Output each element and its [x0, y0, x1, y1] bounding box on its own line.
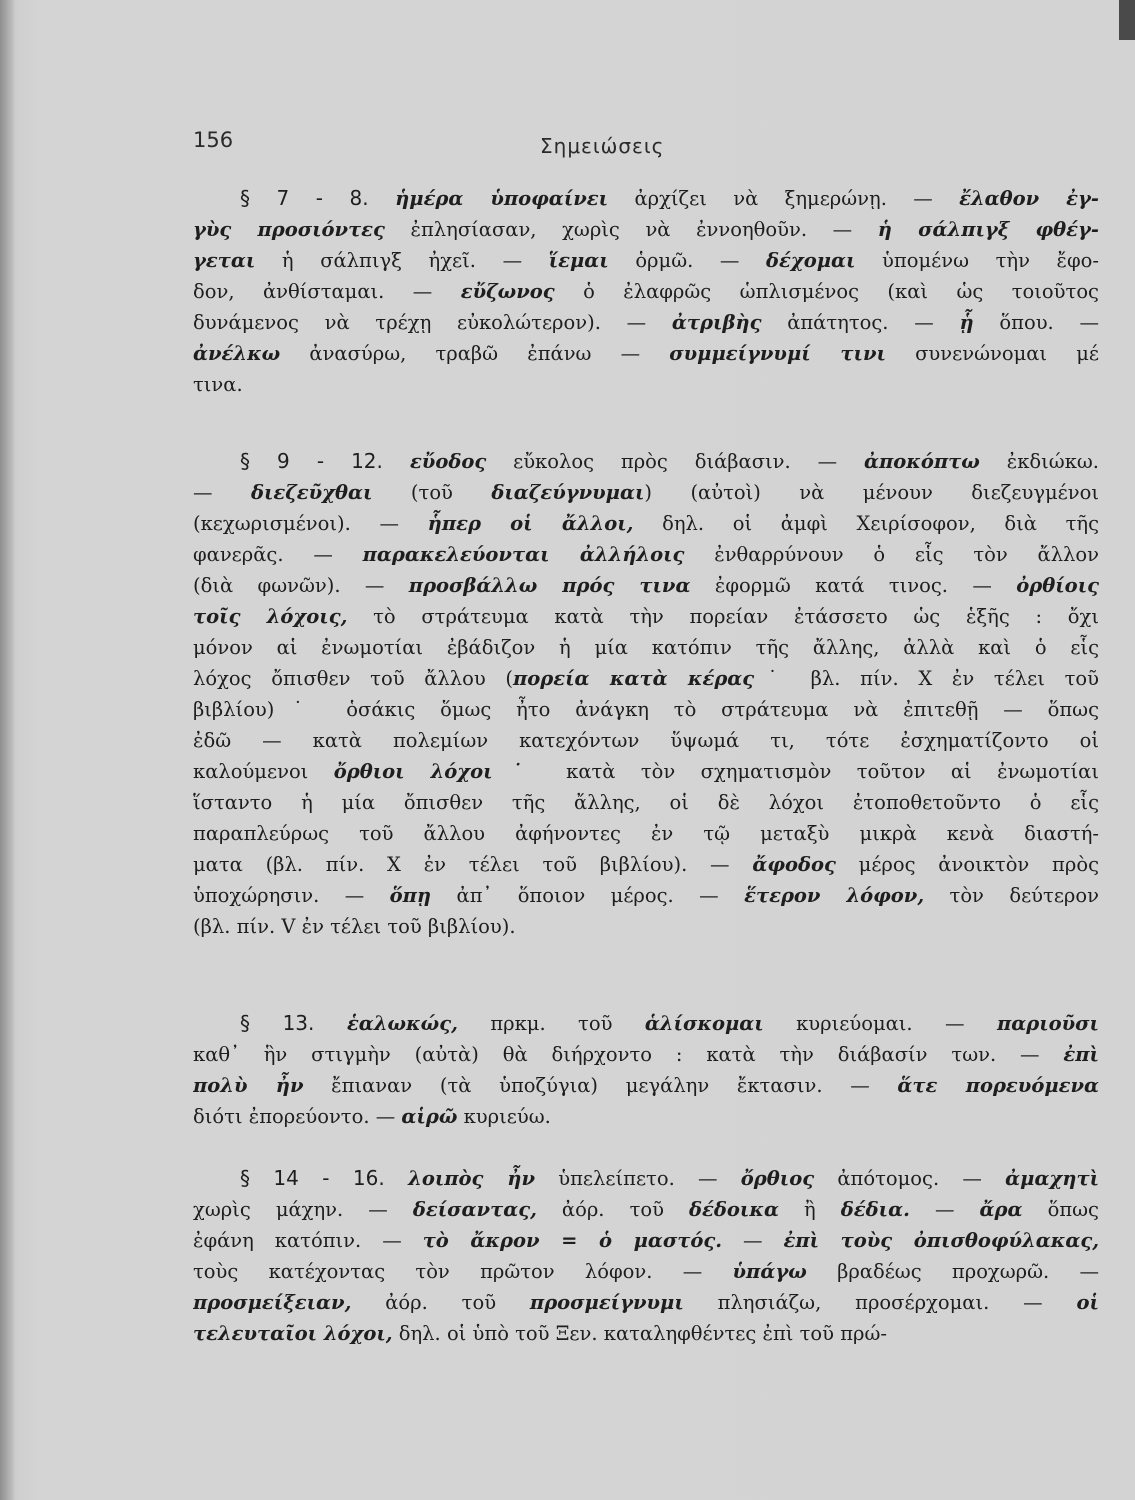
gloss-text: παραπλεύρως τοῦ ἄλλου ἀφήνοντες ἐν τῷ μεταξὺ μικρὰ κενὰ διαστή-: [193, 822, 1099, 845]
glossed-term: ἧπερ οἱ ἄλλοι,: [427, 512, 634, 535]
text-line: [193, 849, 1099, 880]
glossed-term: προσβάλλω πρός τινα: [408, 574, 691, 597]
gloss-text: καθ᾽ ἣν στιγμὴν (αὐτὰ) θὰ διήρχοντο : κατὰ τὴν διάβασίν των. —: [193, 1043, 1064, 1066]
gloss-text: ἢ: [778, 1198, 841, 1221]
gloss-text: δηλ. οἱ ἀμφὶ Χειρίσοφον, διὰ τῆς: [633, 512, 1099, 535]
gloss-text: ὅπως: [1022, 1198, 1099, 1221]
text-line: [193, 632, 1099, 663]
glossed-term: πολὺ ἦν: [193, 1074, 304, 1097]
glossed-term: προσμείξειαν,: [193, 1291, 352, 1314]
gloss-text: συνενώνομαι μέ: [885, 342, 1099, 365]
gloss-text: καλούμενοι: [193, 760, 334, 783]
text-line: [193, 1194, 1099, 1225]
page-number: 156: [193, 128, 234, 152]
text-line: [193, 601, 1099, 632]
text-line: [193, 1318, 1099, 1349]
gloss-text: ἐκδιώκω.: [979, 450, 1099, 473]
glossed-term: ἀμαχητὶ: [1005, 1167, 1099, 1190]
glossed-term: δείσαντας,: [412, 1198, 537, 1221]
text-line: [193, 276, 1099, 307]
glossed-term: γὺς προσιόντες: [193, 218, 385, 241]
gloss-text: (βλ. πίν. V ἐν τέλει τοῦ βιβλίου).: [193, 915, 516, 938]
gloss-text: δηλ. οἱ ὑπὸ τοῦ Ξεν. καταληφθέντες ἐπὶ τοῦ πρώ-: [392, 1322, 887, 1345]
gloss-text: δυνάμενος νὰ τρέχῃ εὐκολώτερον). —: [193, 311, 672, 334]
text-line: [193, 1225, 1099, 1256]
gloss-text: ) (αὐτοὶ) νὰ μένουν διεζευγμένοι: [644, 481, 1099, 504]
gloss-text: ἐπλησίασαν, χωρὶς νὰ ἐννοηθοῦν. —: [384, 218, 878, 241]
gloss-text: βραδέως προχωρῶ. —: [806, 1260, 1099, 1283]
text-line: [193, 183, 1099, 214]
glossed-term: ὀρθίοις: [1016, 574, 1099, 597]
gloss-text: μέρος ἀνοικτὸν πρὸς: [835, 853, 1099, 876]
glossed-term: διαζεύγνυμαι: [491, 481, 645, 504]
gloss-text: ἐφορμῶ κατά τινος. —: [690, 574, 1017, 597]
glossed-term: ὄρθιος: [740, 1167, 815, 1190]
gloss-text: ματα (βλ. πίν. X ἐν τέλει τοῦ βιβλίου). —: [193, 853, 753, 876]
gloss-text: —: [722, 1229, 784, 1252]
gloss-text: ὁ ἐλαφρῶς ὡπλισμένος (καὶ ὡς τοιοῦτος: [554, 280, 1099, 303]
glossed-term: λοιπὸς ἦν: [408, 1167, 535, 1190]
text-line: [193, 663, 1099, 694]
glossed-term: ἅτε πορευόμενα: [897, 1074, 1099, 1097]
binding-shadow: [0, 0, 14, 1500]
text-line: [193, 1101, 1099, 1132]
gloss-text: (τοῦ: [372, 481, 492, 504]
gloss-text: μόνον αἱ ἐνωμοτίαι ἐβάδιζον ἡ μία κατόπιν τῆς ἄλλης, ἀλλὰ καὶ ὁ εἷς: [193, 636, 1099, 659]
glossed-term: γεται: [193, 249, 256, 272]
gloss-text: (κεχωρισμένοι). —: [193, 512, 428, 535]
corner-mark: [1119, 0, 1135, 40]
glossed-term: προσμείγνυμι: [529, 1291, 684, 1314]
glossed-term: ἔλαθον ἐγ-: [959, 187, 1099, 210]
glossed-term: ὑπάγω: [732, 1260, 807, 1283]
gloss-text: ἀόρ. τοῦ: [536, 1198, 690, 1221]
running-head: Σημειώσεις: [540, 134, 665, 158]
gloss-text: κυριεύω.: [457, 1105, 551, 1128]
gloss-text: ἀπ᾽ ὅποιον μέρος. —: [431, 884, 745, 907]
note-section-14-16: [193, 1163, 1099, 1349]
glossed-term: δέδοικα: [689, 1198, 779, 1221]
text-line: [193, 1070, 1099, 1101]
glossed-term: ἀτριβὴς: [671, 311, 762, 334]
text-line: [193, 1287, 1099, 1318]
glossed-term: ἄρα: [979, 1198, 1023, 1221]
text-line: [193, 756, 1099, 787]
text-line: [193, 477, 1099, 508]
gloss-text: κατὰ τὸν σχηματισμὸν τοῦτον αἱ ἐνωμοτίαι: [540, 760, 1099, 783]
glossed-term: δέδια.: [840, 1198, 910, 1221]
glossed-term: τοῖς λόχοις,: [193, 605, 348, 628]
glossed-term: συμμείγνυμί τινι: [669, 342, 886, 365]
glossed-term: ὅπῃ: [389, 884, 432, 907]
gloss-text: ἐνθαρρύνουν ὁ εἷς τὸν ἄλλον: [684, 543, 1099, 566]
text-line: [193, 446, 1099, 477]
text-line: [193, 570, 1099, 601]
gloss-text: ἔπιαναν (τὰ ὑποζύγια) μεγάλην ἔκτασιν. —: [303, 1074, 898, 1097]
glossed-term: αἱρῶ: [401, 1105, 458, 1128]
gloss-text: πλησιάζω, προσέρχομαι. —: [683, 1291, 1077, 1314]
text-line: [193, 725, 1099, 756]
note-section-7-8: [193, 183, 1099, 400]
gloss-text: ἵσταντο ἡ μία ὄπισθεν τῆς ἄλλης, οἱ δὲ λόχοι ἐτοποθετοῦντο ὁ εἷς: [193, 791, 1099, 814]
text-line: [193, 214, 1099, 245]
glossed-term: ἕτερον λόφον,: [744, 884, 925, 907]
gloss-text: (διὰ φωνῶν). —: [193, 574, 409, 597]
gloss-text: ὑπομένω τὴν ἔφο-: [855, 249, 1099, 272]
gloss-text: ὅπου. —: [973, 311, 1099, 334]
gloss-text: πρκμ. τοῦ: [457, 1012, 645, 1035]
gloss-text: ἀπότομος. —: [814, 1167, 1006, 1190]
text-line: [193, 1039, 1099, 1070]
gloss-text: λόχος ὄπισθεν τοῦ ἄλλου (: [193, 667, 514, 690]
text-line: [193, 369, 1099, 400]
gloss-text: ἡ σάλπιγξ ἠχεῖ. —: [255, 249, 549, 272]
gloss-text: τὸ στράτευμα κατὰ τὴν πορείαν ἐτάσσετο ὡς ἑξῆς : ὄχι: [347, 605, 1099, 628]
text-line: [193, 911, 1099, 942]
text-line: [193, 245, 1099, 276]
gloss-text: ἐδῶ — κατὰ πολεμίων κατεχόντων ὕψωμά τι, τότε ἐσχηματίζοντο οἱ: [193, 729, 1099, 752]
text-line: [193, 818, 1099, 849]
gloss-text: βιβλίου)˙ ὁσάκις ὅμως ἦτο ἀνάγκη τὸ στράτευμα νὰ ἐπιτεθῇ — ὅπως: [193, 698, 1099, 721]
text-line: [193, 539, 1099, 570]
gloss-text: —: [193, 481, 251, 504]
glossed-term: ἀνέλκω: [193, 342, 281, 365]
text-line: [193, 787, 1099, 818]
glossed-term: παριοῦσι: [996, 1012, 1099, 1035]
gloss-text: ὑπελείπετο. —: [534, 1167, 741, 1190]
text-line: [193, 338, 1099, 369]
section-number: § 7 - 8.: [240, 186, 396, 210]
glossed-term: παρακελεύονται ἀλλήλοις: [362, 543, 685, 566]
glossed-term: ἀποκόπτω: [864, 450, 980, 473]
glossed-term: εὔοδος: [409, 450, 487, 473]
text-line: [193, 880, 1099, 911]
gloss-text: εὔκολος πρὸς διάβασιν. —: [486, 450, 864, 473]
text-line: [193, 1256, 1099, 1287]
gloss-text: τινα.: [193, 373, 243, 396]
section-number: § 14 - 16.: [240, 1166, 409, 1190]
gloss-text: τὸν δεύτερον: [924, 884, 1099, 907]
section-number: § 13.: [240, 1011, 347, 1035]
gloss-text: ὁρμῶ. —: [608, 249, 767, 272]
glossed-term: ᾗ: [959, 311, 974, 334]
text-line: [193, 1163, 1099, 1194]
glossed-term: ἡμέρα ὑποφαίνει: [395, 187, 609, 210]
text-line: [193, 1008, 1099, 1039]
text-line: [193, 508, 1099, 539]
glossed-term: οἱ: [1076, 1291, 1099, 1314]
glossed-term: διεζεῦχθαι: [250, 481, 373, 504]
gloss-text: διότι ἐπορεύοντο. —: [193, 1105, 402, 1128]
section-number: § 9 - 12.: [240, 449, 410, 473]
glossed-term: ἡ σάλπιγξ φθέγ-: [877, 218, 1099, 241]
glossed-term: ἑαλωκώς,: [346, 1012, 458, 1035]
gloss-text: ἀόρ. τοῦ: [351, 1291, 530, 1314]
gloss-text: κυριεύομαι. —: [763, 1012, 997, 1035]
gloss-text: φανερᾶς. —: [193, 543, 363, 566]
text-line: [193, 307, 1099, 338]
glossed-term: τὸ ἄκρον = ὁ μαστός.: [422, 1229, 723, 1252]
gloss-text: ἀρχίζει νὰ ξημερώνῃ. —: [608, 187, 960, 210]
gloss-text: ὑποχώρησιν. —: [193, 884, 390, 907]
gloss-text: δον, ἀνθίσταμαι. —: [193, 280, 461, 303]
gloss-text: ἐφάνη κατόπιν. —: [193, 1229, 423, 1252]
note-section-13: [193, 1008, 1099, 1132]
gloss-text: ˙ βλ. πίν. X ἐν τέλει τοῦ: [754, 667, 1099, 690]
gloss-text: ἀπάτητος. —: [761, 311, 960, 334]
glossed-term: ἵεμαι: [548, 249, 609, 272]
text-line: [193, 694, 1099, 725]
glossed-term: ἐπὶ: [1063, 1043, 1099, 1066]
gloss-text: τοὺς κατέχοντας τὸν πρῶτον λόφον. —: [193, 1260, 733, 1283]
glossed-term: ὄρθιοι λόχοι˙: [333, 760, 541, 783]
glossed-term: εὔζωνος: [460, 280, 555, 303]
glossed-term: τελευταῖοι λόχοι,: [193, 1322, 393, 1345]
glossed-term: δέχομαι: [766, 249, 856, 272]
glossed-term: ἐπὶ τοὺς ὀπισθοφύλακας,: [783, 1229, 1099, 1252]
gloss-text: χωρὶς μάχην. —: [193, 1198, 413, 1221]
glossed-term: ἁλίσκομαι: [644, 1012, 764, 1035]
note-section-9-12: [193, 446, 1099, 942]
glossed-term: πορεία κατὰ κέρας: [513, 667, 755, 690]
gloss-text: —: [909, 1198, 980, 1221]
glossed-term: ἄφοδος: [752, 853, 836, 876]
gloss-text: ἀνασύρω, τραβῶ ἐπάνω —: [280, 342, 670, 365]
